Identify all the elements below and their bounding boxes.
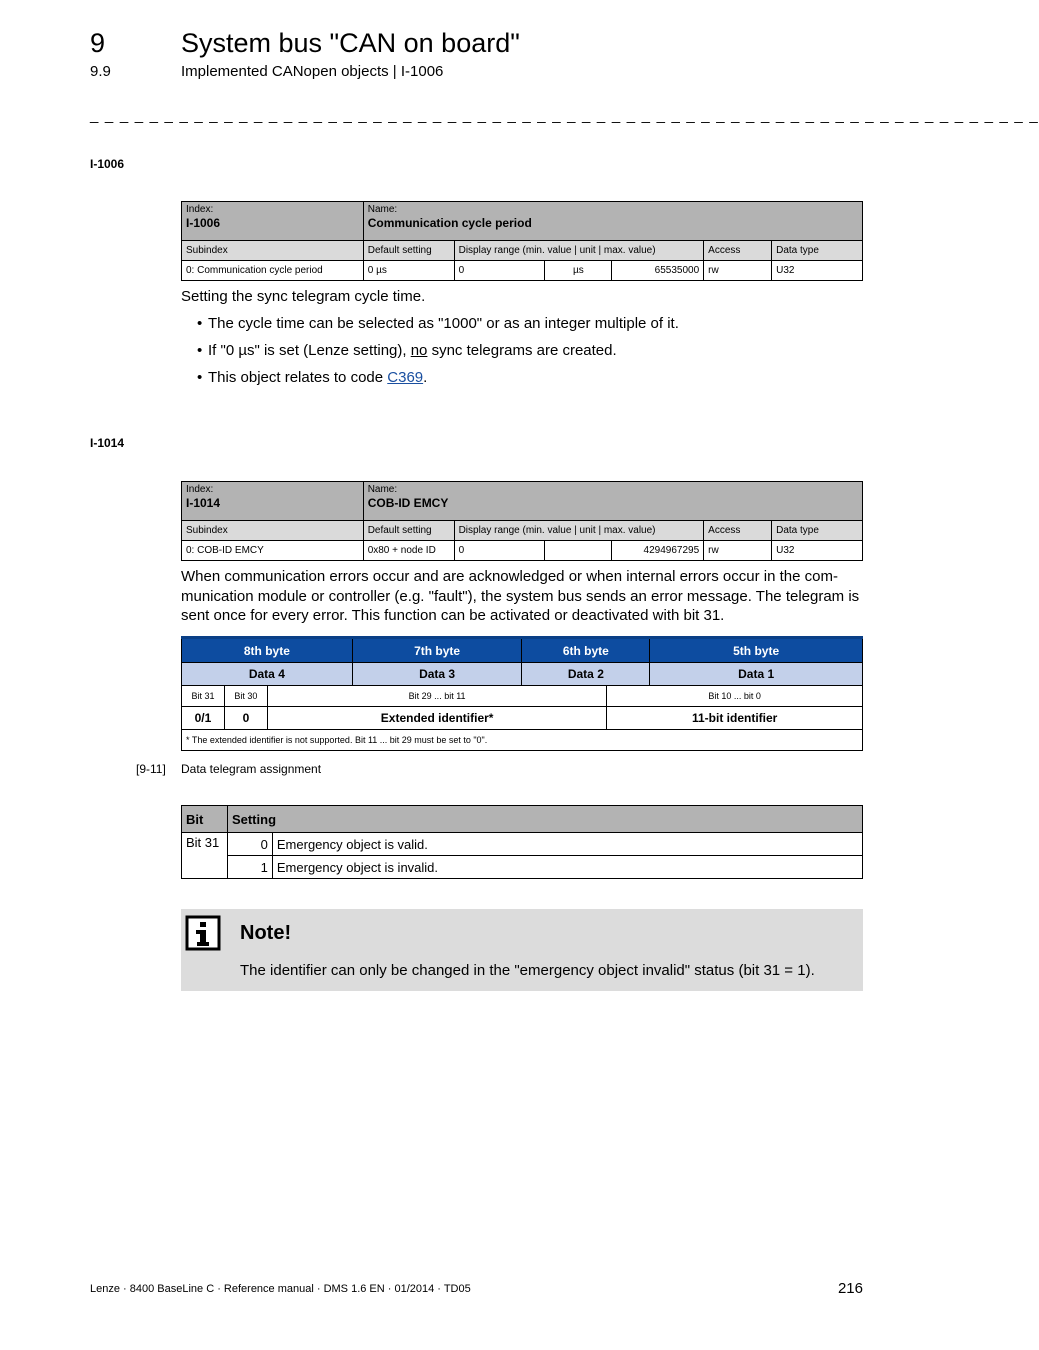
note-title: Note! (240, 922, 292, 944)
name-label: Name: (367, 204, 398, 215)
bit-range: Bit 10 ... bit 0 (607, 686, 863, 707)
bullet-item: • If "0 µs" is set (Lenze setting), no sync telegrams are created. (197, 342, 617, 359)
cell-min: 0 (454, 261, 545, 281)
setting-value: 1 (227, 856, 272, 879)
byte-header: 8th byte (182, 638, 353, 663)
figure-number: [9-11] (136, 762, 166, 776)
cell-type: U32 (772, 541, 863, 561)
bullet-item: • The cycle time can be selected as "1000" or as an integer multiple of it. (197, 315, 679, 332)
name-value: Communication cycle period (367, 216, 532, 230)
section-number: 9.9 (90, 63, 111, 80)
note-box (181, 909, 863, 991)
bit-value: 11-bit identifier (607, 707, 863, 730)
setting-text: Emergency object is valid. (272, 833, 862, 856)
bit-name: Bit 31 (182, 833, 228, 879)
header-separator: _ _ _ _ _ _ _ _ _ _ _ _ _ _ _ _ _ _ _ _ _ _ _ _ _ _ _ _ _ _ _ _ _ _ _ _ _ _ _ _ _ _ _ _ _ _ _ _ _ _ _ _ _ _ _ _ _ _ _ _ _ _ _ _ (90, 107, 1039, 124)
cell-max: 65535000 (612, 261, 704, 281)
col-setting: Setting (227, 806, 862, 833)
cell-unit: µs (545, 261, 612, 281)
description-1006: Setting the sync telegram cycle time. (181, 288, 426, 305)
cell-max: 4294967295 (612, 541, 704, 561)
index-value: I-1006 (186, 216, 221, 230)
col-access: Access (704, 241, 772, 261)
bit-range: Bit 30 (224, 686, 267, 707)
table-footnote: * The extended identifier is not supported. Bit 11 ... bit 29 must be set to "0". (182, 730, 863, 751)
index-cell (182, 202, 364, 241)
object-heading-1006: I-1006 (90, 157, 125, 171)
setting-text: Emergency object is invalid. (272, 856, 862, 879)
info-icon (185, 915, 221, 951)
col-default: Default setting (363, 521, 454, 541)
description-1014: When communication errors occur and are acknowledged or when internal errors occur in the com-munication module or controller (e.g. "fault"), the system bus sends an error message. The telegram is sent once for every error. This function can be activated or deactivated with bit 31. (181, 568, 860, 624)
index-label: Index: (186, 484, 214, 495)
cell-unit (545, 541, 612, 561)
col-range: Display range (min. value | unit | max. value) (454, 521, 704, 541)
cell-subindex: 0: COB-ID EMCY (182, 541, 364, 561)
byte-header: 6th byte (522, 638, 650, 663)
name-cell (363, 202, 862, 241)
bullet-underlined: no (410, 342, 428, 359)
object-table-1014 (181, 481, 863, 561)
footer-document-info: Lenze · 8400 BaseLine C · Reference manual · DMS 1.6 EN · 01/2014 · TD05 (90, 1283, 471, 1295)
col-subindex: Subindex (182, 521, 364, 541)
setting-value: 0 (227, 833, 272, 856)
cell-type: U32 (772, 261, 863, 281)
col-bit: Bit (182, 806, 228, 833)
section-title: Implemented CANopen objects | I-1006 (181, 63, 444, 80)
code-link-c369[interactable]: C369 (387, 369, 424, 386)
data-header: Data 2 (522, 663, 650, 686)
col-range: Display range (min. value | unit | max. value) (454, 241, 704, 261)
col-subindex: Subindex (182, 241, 364, 261)
cell-default: 0x80 + node ID (363, 541, 454, 561)
cell-access: rw (704, 261, 772, 281)
bullet-text: This object relates to code (208, 369, 388, 386)
cell-default: 0 µs (363, 261, 454, 281)
bit-range: Bit 31 (182, 686, 225, 707)
cell-min: 0 (454, 541, 545, 561)
cell-subindex: 0: Communication cycle period (182, 261, 364, 281)
col-access: Access (704, 521, 772, 541)
bullet-text: . (423, 369, 428, 386)
cell-access: rw (704, 541, 772, 561)
col-type: Data type (772, 521, 863, 541)
col-type: Data type (772, 241, 863, 261)
chapter-number: 9 (90, 28, 106, 58)
bit-value: 0 (224, 707, 267, 730)
name-label: Name: (367, 484, 398, 495)
object-heading-1014: I-1014 (90, 436, 125, 450)
bit-range: Bit 29 ... bit 11 (267, 686, 606, 707)
bullet-item: • This object relates to code C369. (197, 369, 428, 386)
object-table-1006 (181, 201, 863, 281)
bit-value: Extended identifier* (267, 707, 606, 730)
name-value: COB-ID EMCY (367, 496, 449, 510)
bit-setting-table (181, 805, 863, 879)
note-text: The identifier can only be changed in the "emergency object invalid" status (bit 31 = 1). (240, 962, 815, 979)
data-header: Data 1 (650, 663, 863, 686)
page-number: 216 (837, 1280, 863, 1297)
name-cell (363, 482, 862, 521)
byte-assignment-table (181, 636, 863, 751)
col-default: Default setting (363, 241, 454, 261)
index-value: I-1014 (186, 496, 221, 510)
bit-value: 0/1 (182, 707, 225, 730)
figure-caption: Data telegram assignment (181, 762, 322, 776)
bullet-text: If "0 µs" is set (Lenze setting), (208, 342, 411, 359)
data-header: Data 3 (352, 663, 522, 686)
chapter-title: System bus "CAN on board" (181, 28, 520, 58)
byte-header: 7th byte (352, 638, 522, 663)
index-cell (182, 482, 364, 521)
data-header: Data 4 (182, 663, 353, 686)
bullet-text: sync telegrams are created. (427, 342, 617, 359)
byte-header: 5th byte (650, 638, 863, 663)
bullet-text: The cycle time can be selected as "1000" or as an integer multiple of it. (208, 315, 679, 332)
index-label: Index: (186, 204, 214, 215)
